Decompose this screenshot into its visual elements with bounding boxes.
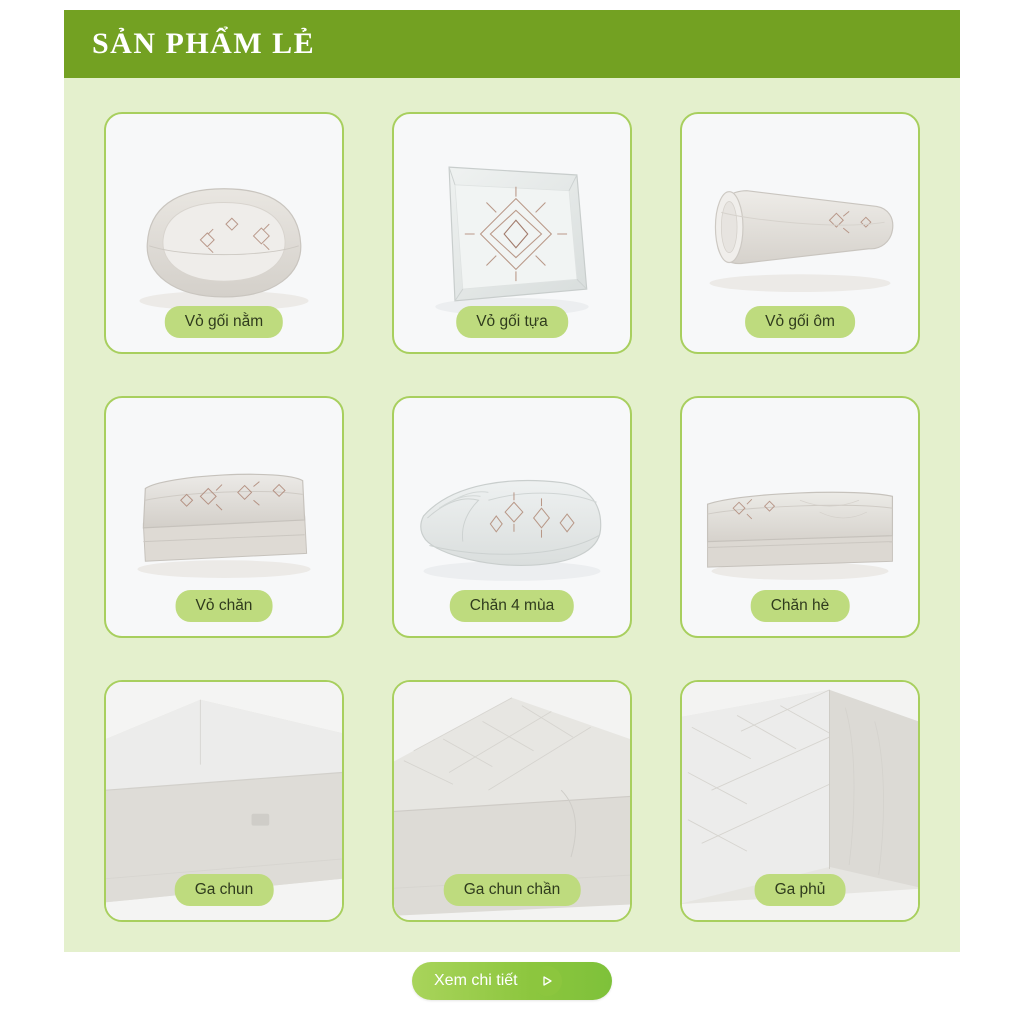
- page-title: SẢN PHẨM LẺ: [92, 27, 316, 60]
- view-details-button[interactable]: [412, 962, 612, 1000]
- products-panel: [64, 78, 960, 952]
- product-label: Ga phủ: [755, 874, 846, 906]
- product-card[interactable]: [104, 396, 344, 638]
- product-label: Chăn hè: [751, 590, 850, 622]
- product-card[interactable]: [680, 112, 920, 354]
- product-label: Vỏ gối ôm: [745, 306, 855, 338]
- product-card[interactable]: [392, 680, 632, 922]
- product-card[interactable]: [104, 112, 344, 354]
- play-arrow-icon: [532, 966, 562, 996]
- product-label: Vỏ chăn: [176, 590, 273, 622]
- product-card[interactable]: [104, 680, 344, 922]
- product-label: Vỏ gối tựa: [456, 306, 568, 338]
- view-details-label: Xem chi tiết: [434, 972, 518, 989]
- product-label: Chăn 4 mùa: [450, 590, 574, 622]
- product-label: Ga chun: [175, 874, 274, 906]
- product-card[interactable]: [680, 396, 920, 638]
- product-card[interactable]: [392, 112, 632, 354]
- product-label: Vỏ gối nằm: [165, 306, 283, 338]
- product-label: Ga chun chần: [444, 874, 581, 906]
- product-grid: [104, 112, 920, 922]
- product-card[interactable]: [392, 396, 632, 638]
- header-banner: [64, 10, 960, 78]
- product-card[interactable]: [680, 680, 920, 922]
